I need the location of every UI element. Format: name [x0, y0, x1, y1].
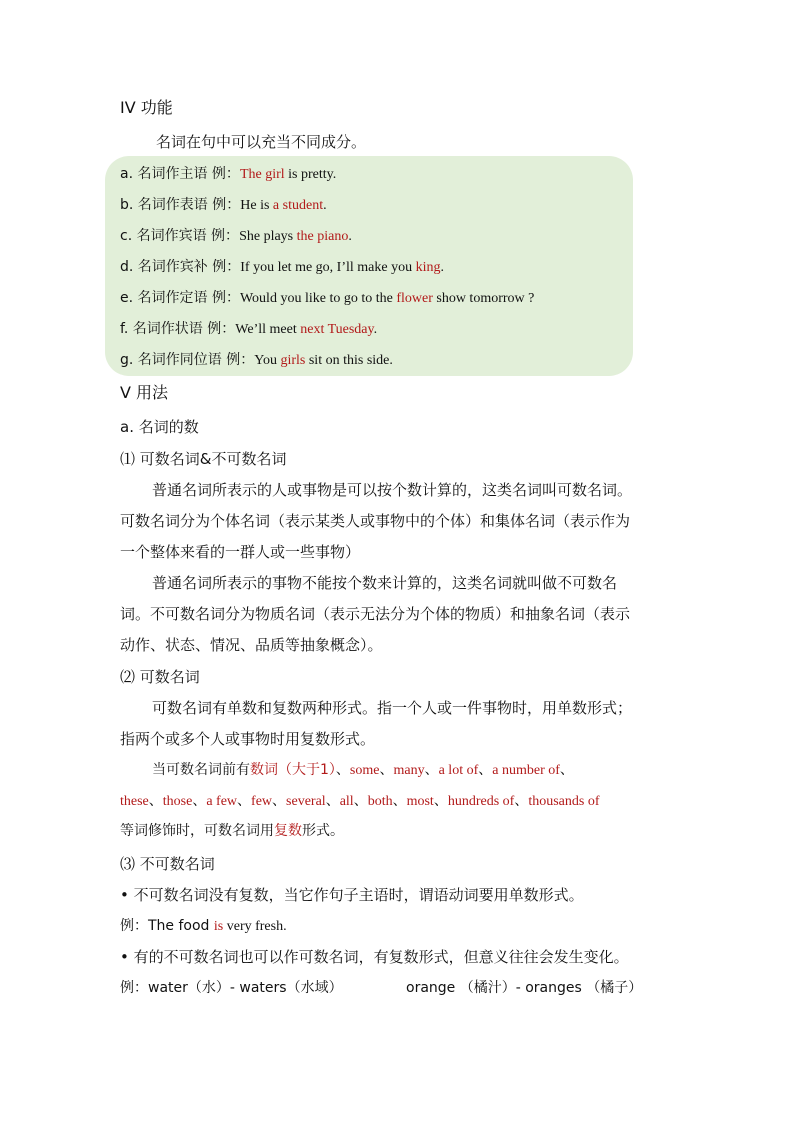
subsection-1-title: ⑴ 可数名词&不可数名词: [120, 450, 287, 468]
example-sentence-2-left: [120, 980, 343, 997]
example-text: orange （橘汁）- oranges （橘子）: [406, 980, 643, 996]
text-segment: 、: [237, 793, 252, 809]
text-segment: 、: [272, 793, 287, 809]
paragraph-line: 一个整体来看的一群人或一些事物）: [120, 543, 361, 561]
text-segment: 、: [478, 762, 493, 778]
text-segment: .: [373, 322, 378, 337]
bullet-rule-2: • 有的不可数名词也可以作可数名词，有复数形式，但意义往往会发生变化。: [120, 948, 629, 966]
highlighted-text: these: [120, 794, 149, 809]
text-segment: 、: [379, 762, 394, 778]
highlighted-text: flower: [396, 291, 433, 306]
highlighted-text: next Tuesday: [300, 322, 374, 337]
text-segment: 、: [424, 762, 439, 778]
text-segment: We’ll meet: [235, 322, 301, 337]
paragraph-line: 可数名词有单数和复数两种形式。指一个人或一件事物时，用单数形式；: [152, 699, 633, 717]
text-segment: sit on this side.: [305, 353, 393, 368]
example-label: e. 名词作定语 例：: [120, 290, 240, 306]
text-segment: .: [440, 260, 444, 275]
text-segment: 当可数名词前有: [152, 762, 250, 778]
highlighted-text: most: [406, 794, 434, 809]
paragraph-line: 普通名词所表示的人或事物是可以按个数计算的，这类名词叫可数名词。: [152, 481, 633, 499]
highlighted-text: a student: [272, 198, 324, 213]
highlighted-text: 数词（大于1）: [250, 762, 336, 778]
highlighted-text: hundreds of: [447, 794, 515, 809]
example-item: [120, 290, 534, 308]
example-item: [120, 352, 393, 370]
modifier-list-line-3: [120, 823, 344, 840]
section-v-title: V 用法: [120, 383, 169, 402]
highlighted-text: girls: [280, 353, 306, 368]
section-iv-title: IV 功能: [120, 98, 173, 117]
example-item: [120, 228, 352, 246]
highlighted-text: 复数: [274, 823, 302, 839]
example-item: [120, 197, 327, 215]
example-sentence-2-right: [406, 980, 642, 997]
highlighted-text: a lot of: [438, 763, 479, 778]
highlighted-text: several: [286, 794, 326, 809]
highlighted-text: is: [213, 919, 224, 934]
paragraph-line: 动作、状态、情况、品质等抽象概念）。: [120, 636, 383, 654]
text-segment: 、: [335, 762, 350, 778]
subsection-a-title: a. 名词的数: [120, 418, 199, 436]
example-text: 例：water（水）- waters（水域）: [120, 980, 343, 996]
example-label: f. 名词作状语 例：: [120, 321, 236, 337]
text-segment: 形式。: [302, 823, 344, 839]
text-segment: 、: [559, 762, 574, 778]
text-segment: .: [323, 198, 327, 213]
paragraph-line: 指两个或多个人或事物时用复数形式。: [120, 730, 376, 748]
example-label: b. 名词作表语 例：: [120, 197, 241, 213]
text-segment: 例：The food: [120, 918, 214, 934]
text-segment: 、: [192, 793, 207, 809]
paragraph-line: 词。不可数名词分为物质名词（表示无法分为个体的物质）和抽象名词（表示: [120, 605, 631, 623]
text-segment: She plays: [239, 229, 297, 244]
highlighted-text: all: [339, 794, 354, 809]
text-segment: 、: [325, 793, 340, 809]
example-label: g. 名词作同位语 例：: [120, 352, 255, 368]
highlighted-text: both: [367, 794, 393, 809]
text-segment: 、: [433, 793, 448, 809]
text-segment: 、: [353, 793, 368, 809]
bullet-rule-1: • 不可数名词没有复数，当它作句子主语时，谓语动词要用单数形式。: [120, 886, 584, 904]
paragraph-line: 普通名词所表示的事物不能按个数来计算的，这类名词就叫做不可数名: [152, 574, 618, 592]
text-segment: Would you like to go to the: [239, 291, 397, 306]
text-segment: If you let me go, I’ll make you: [240, 260, 416, 275]
example-item: [120, 321, 377, 339]
highlighted-text: those: [162, 794, 193, 809]
text-segment: is pretty.: [284, 167, 337, 182]
example-item: [120, 166, 336, 184]
modifier-list-line-2: [120, 793, 599, 811]
subsection-3-title: ⑶ 不可数名词: [120, 855, 215, 873]
section-iv-intro: 名词在句中可以充当不同成分。: [156, 133, 367, 151]
example-label: d. 名词作宾补 例：: [120, 259, 241, 275]
example-label: a. 名词作主语 例：: [120, 166, 240, 182]
paragraph-line: 可数名词分为个体名词（表示某类人或事物中的个体）和集体名词（表示作为: [120, 512, 631, 530]
text-segment: 、: [148, 793, 163, 809]
text-segment: 等词修饰时，可数名词用: [120, 823, 274, 839]
highlighted-text: thousands of: [528, 794, 600, 809]
highlighted-text: many: [393, 763, 425, 778]
highlighted-text: a number of: [492, 763, 560, 778]
highlighted-text: The girl: [239, 167, 285, 182]
example-label: c. 名词作宾语 例：: [120, 228, 240, 244]
highlighted-text: king: [415, 260, 441, 275]
text-segment: 、: [392, 793, 407, 809]
subsection-2-title: ⑵ 可数名词: [120, 668, 200, 686]
highlighted-text: few: [251, 794, 273, 809]
text-segment: .: [348, 229, 352, 244]
highlighted-text: a few: [206, 794, 238, 809]
modifier-list-line-1: [152, 762, 574, 780]
text-segment: He is: [240, 198, 273, 213]
highlighted-text: the piano: [296, 229, 349, 244]
text-segment: very fresh.: [223, 919, 287, 934]
highlighted-text: some: [349, 763, 380, 778]
text-segment: show tomorrow ?: [432, 291, 535, 306]
text-segment: 、: [514, 793, 529, 809]
example-sentence-1: [120, 918, 287, 936]
text-segment: You: [254, 353, 281, 368]
example-item: [120, 259, 444, 277]
